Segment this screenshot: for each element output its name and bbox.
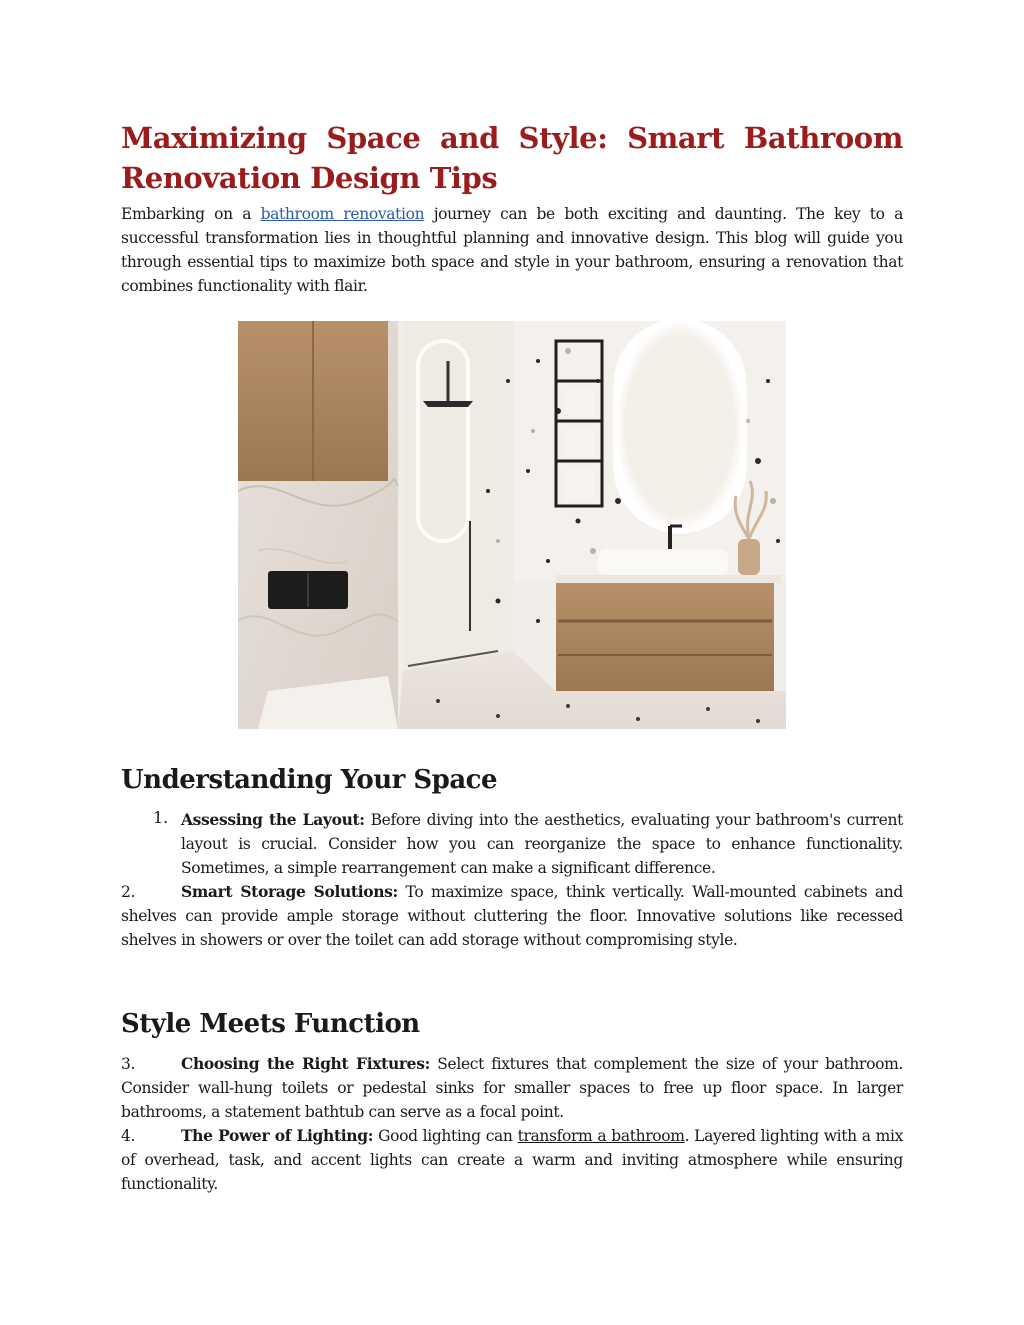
list-item (121, 880, 903, 952)
bathroom-renovation-link[interactable]: bathroom renovation (260, 205, 425, 223)
list-item-bold: The Power of Lighting: (181, 1126, 374, 1145)
list-item-bold: Choosing the Right Fixtures: (181, 1054, 430, 1073)
list-item-bold: Assessing the Layout: (181, 810, 365, 829)
list-item-bold: Smart Storage Solutions: (181, 882, 398, 901)
hero-image (238, 321, 786, 729)
section-heading-understanding: Understanding Your Space (121, 765, 498, 795)
list-item-number: 2. (121, 883, 136, 901)
list-item-text: Select fixtures that complement the size of your bathroom. Consider wall-hung toilets or pedestal sinks for smaller spaces to free up floor space. In larger bathrooms, a statement bathtub can serve as a focal point. (121, 1055, 903, 1121)
list-item-text: Before diving into the aesthetics, evaluating your bathroom's current layout is crucial. Consider how you can reorganize the space to enhance functionality. Sometimes, a simple rearrangement can make a significant difference. (181, 811, 904, 877)
list-item-body (181, 808, 903, 880)
list-item (121, 1124, 903, 1196)
page-title: Maximizing Space and Style: Smart Bathroom Renovation Design Tips (121, 121, 903, 195)
list-item (121, 1052, 903, 1124)
list-item-text: To maximize space, think vertically. Wall-mounted cabinets and shelves can provide ample storage without cluttering the floor. Innovative solutions like recessed shelves in showers or over the toilet can add storage without compromising style. (121, 883, 903, 949)
list-item (121, 808, 903, 880)
intro-text-before: Embarking on a (121, 205, 261, 223)
list-item-number: 1. (153, 808, 169, 827)
list-item-number: 4. (121, 1127, 136, 1145)
list-item-number: 3. (121, 1055, 136, 1073)
section2-list (121, 1052, 903, 1196)
intro-paragraph (121, 202, 903, 298)
transform-bathroom-link[interactable]: transform a bathroom (517, 1127, 685, 1145)
article-header (121, 118, 903, 298)
section1-list (121, 808, 903, 952)
intro-text-after: journey can be both exciting and daunting. The key to a successful transformation lies in thoughtful planning and innovative design. This blog will guide you through essential tips to maximize both space and style in your bathroom, ensuring a renovation that combines functionality with flair. (121, 205, 903, 295)
list-item-text-after: . Layered lighting with a mix of overhead, task, and accent lights can create a warm and inviting atmosphere while ensuring functionality. (121, 1127, 903, 1193)
list-item-text-before: Good lighting can (373, 1127, 518, 1145)
section-heading-style: Style Meets Function (121, 1009, 420, 1039)
bathroom-illustration (238, 321, 786, 729)
